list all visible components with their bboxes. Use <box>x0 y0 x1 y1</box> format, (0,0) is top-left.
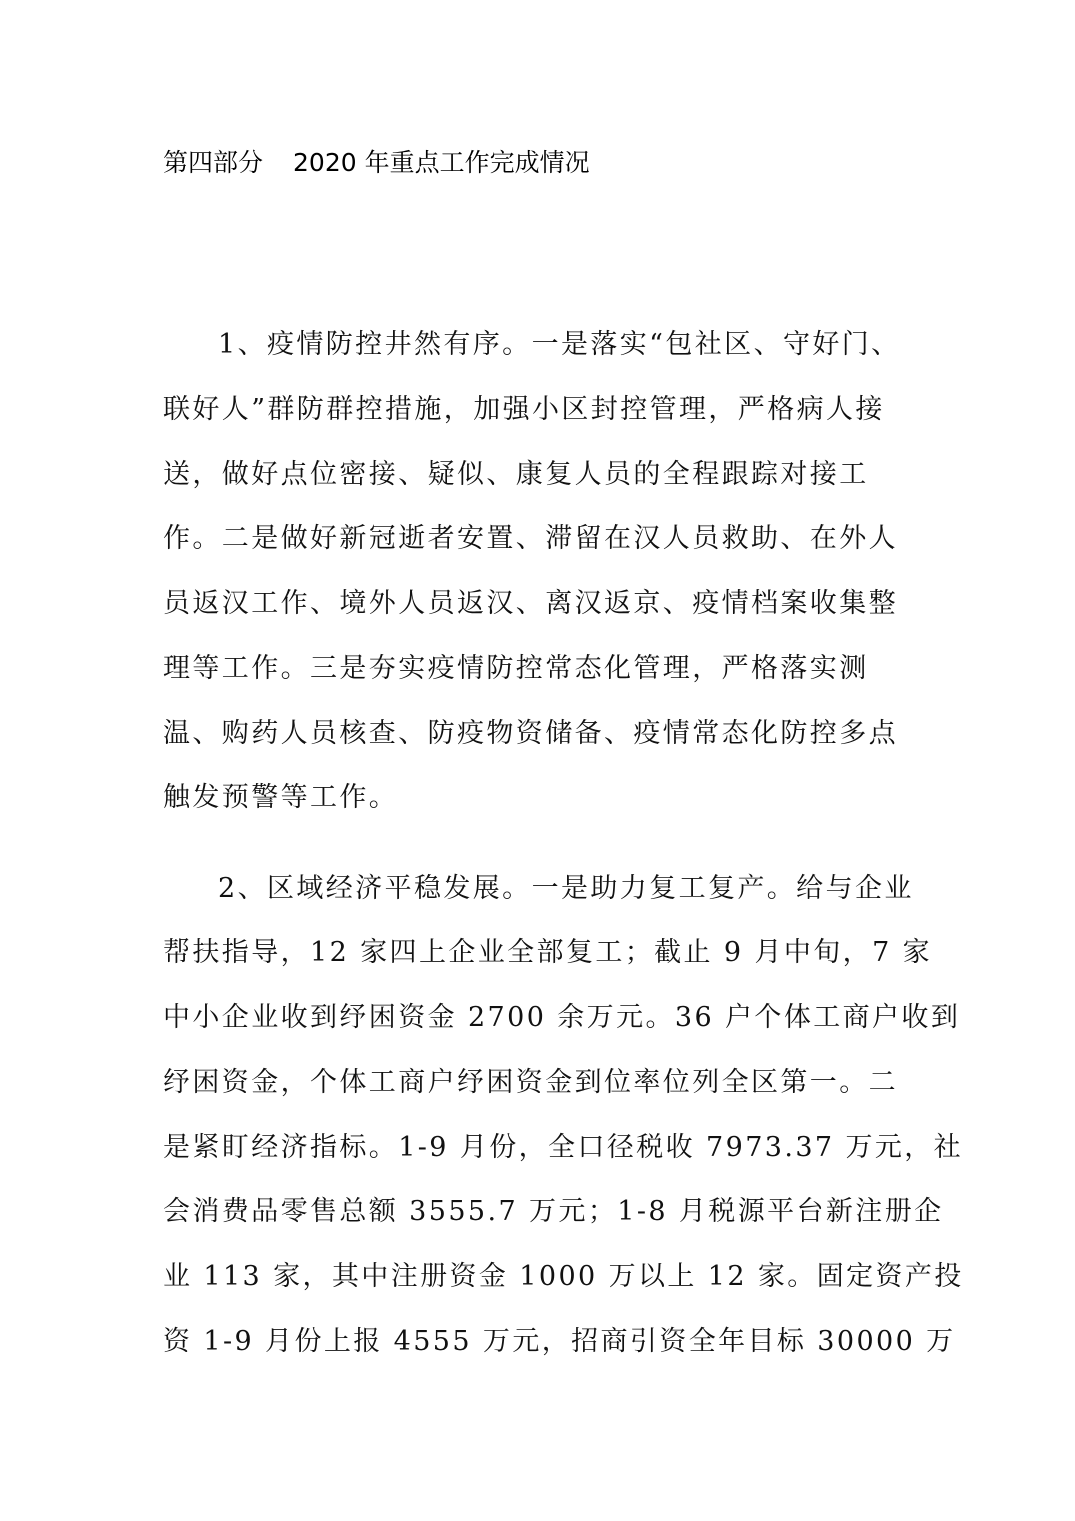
paragraph-line: 员返汉工作、境外人员返汉、离汉返京、疫情档案收集整 <box>163 588 898 619</box>
section-part-label: 第四部分 <box>163 148 264 177</box>
paragraph-line: 联好人”群防群控措施，加强小区封控管理，严格病人接 <box>163 394 885 425</box>
paragraph-line: 资 1-9 月份上报 4555 万元，招商引资全年目标 30000 万 <box>163 1326 956 1357</box>
paragraph-line: 会消费品零售总额 3555.7 万元；1-8 月税源平台新注册企 <box>163 1196 944 1227</box>
paragraph-line: 作。二是做好新冠逝者安置、滞留在汉人员救助、在外人 <box>163 523 898 554</box>
section-heading <box>163 143 590 183</box>
paragraph-line: 1、疫情防控井然有序。一是落实“包社区、守好门、 <box>218 329 901 360</box>
paragraph-line: 中小企业收到纾困资金 2700 余万元。36 户个体工商户收到 <box>163 1002 961 1033</box>
paragraph-line: 理等工作。三是夯实疫情防控常态化管理，严格落实测 <box>163 653 869 684</box>
paragraph-line: 是紧盯经济指标。1-9 月份，全口径税收 7973.37 万元，社 <box>163 1132 964 1163</box>
paragraph-line: 温、购药人员核查、防疫物资储备、疫情常态化防控多点 <box>163 718 898 749</box>
paragraph-line: 送，做好点位密接、疑似、康复人员的全程跟踪对接工 <box>163 459 869 490</box>
paragraph-line: 业 113 家，其中注册资金 1000 万以上 12 家。固定资产投 <box>163 1261 964 1292</box>
paragraph-line: 触发预警等工作。 <box>163 782 399 813</box>
paragraph-line: 2、区域经济平稳发展。一是助力复工复产。给与企业 <box>218 873 914 904</box>
paragraph-line: 纾困资金，个体工商户纾困资金到位率位列全区第一。二 <box>163 1067 898 1098</box>
section-title: 2020 年重点工作完成情况 <box>293 148 590 177</box>
paragraph-line: 帮扶指导，12 家四上企业全部复工；截止 9 月中旬，7 家 <box>163 937 933 968</box>
